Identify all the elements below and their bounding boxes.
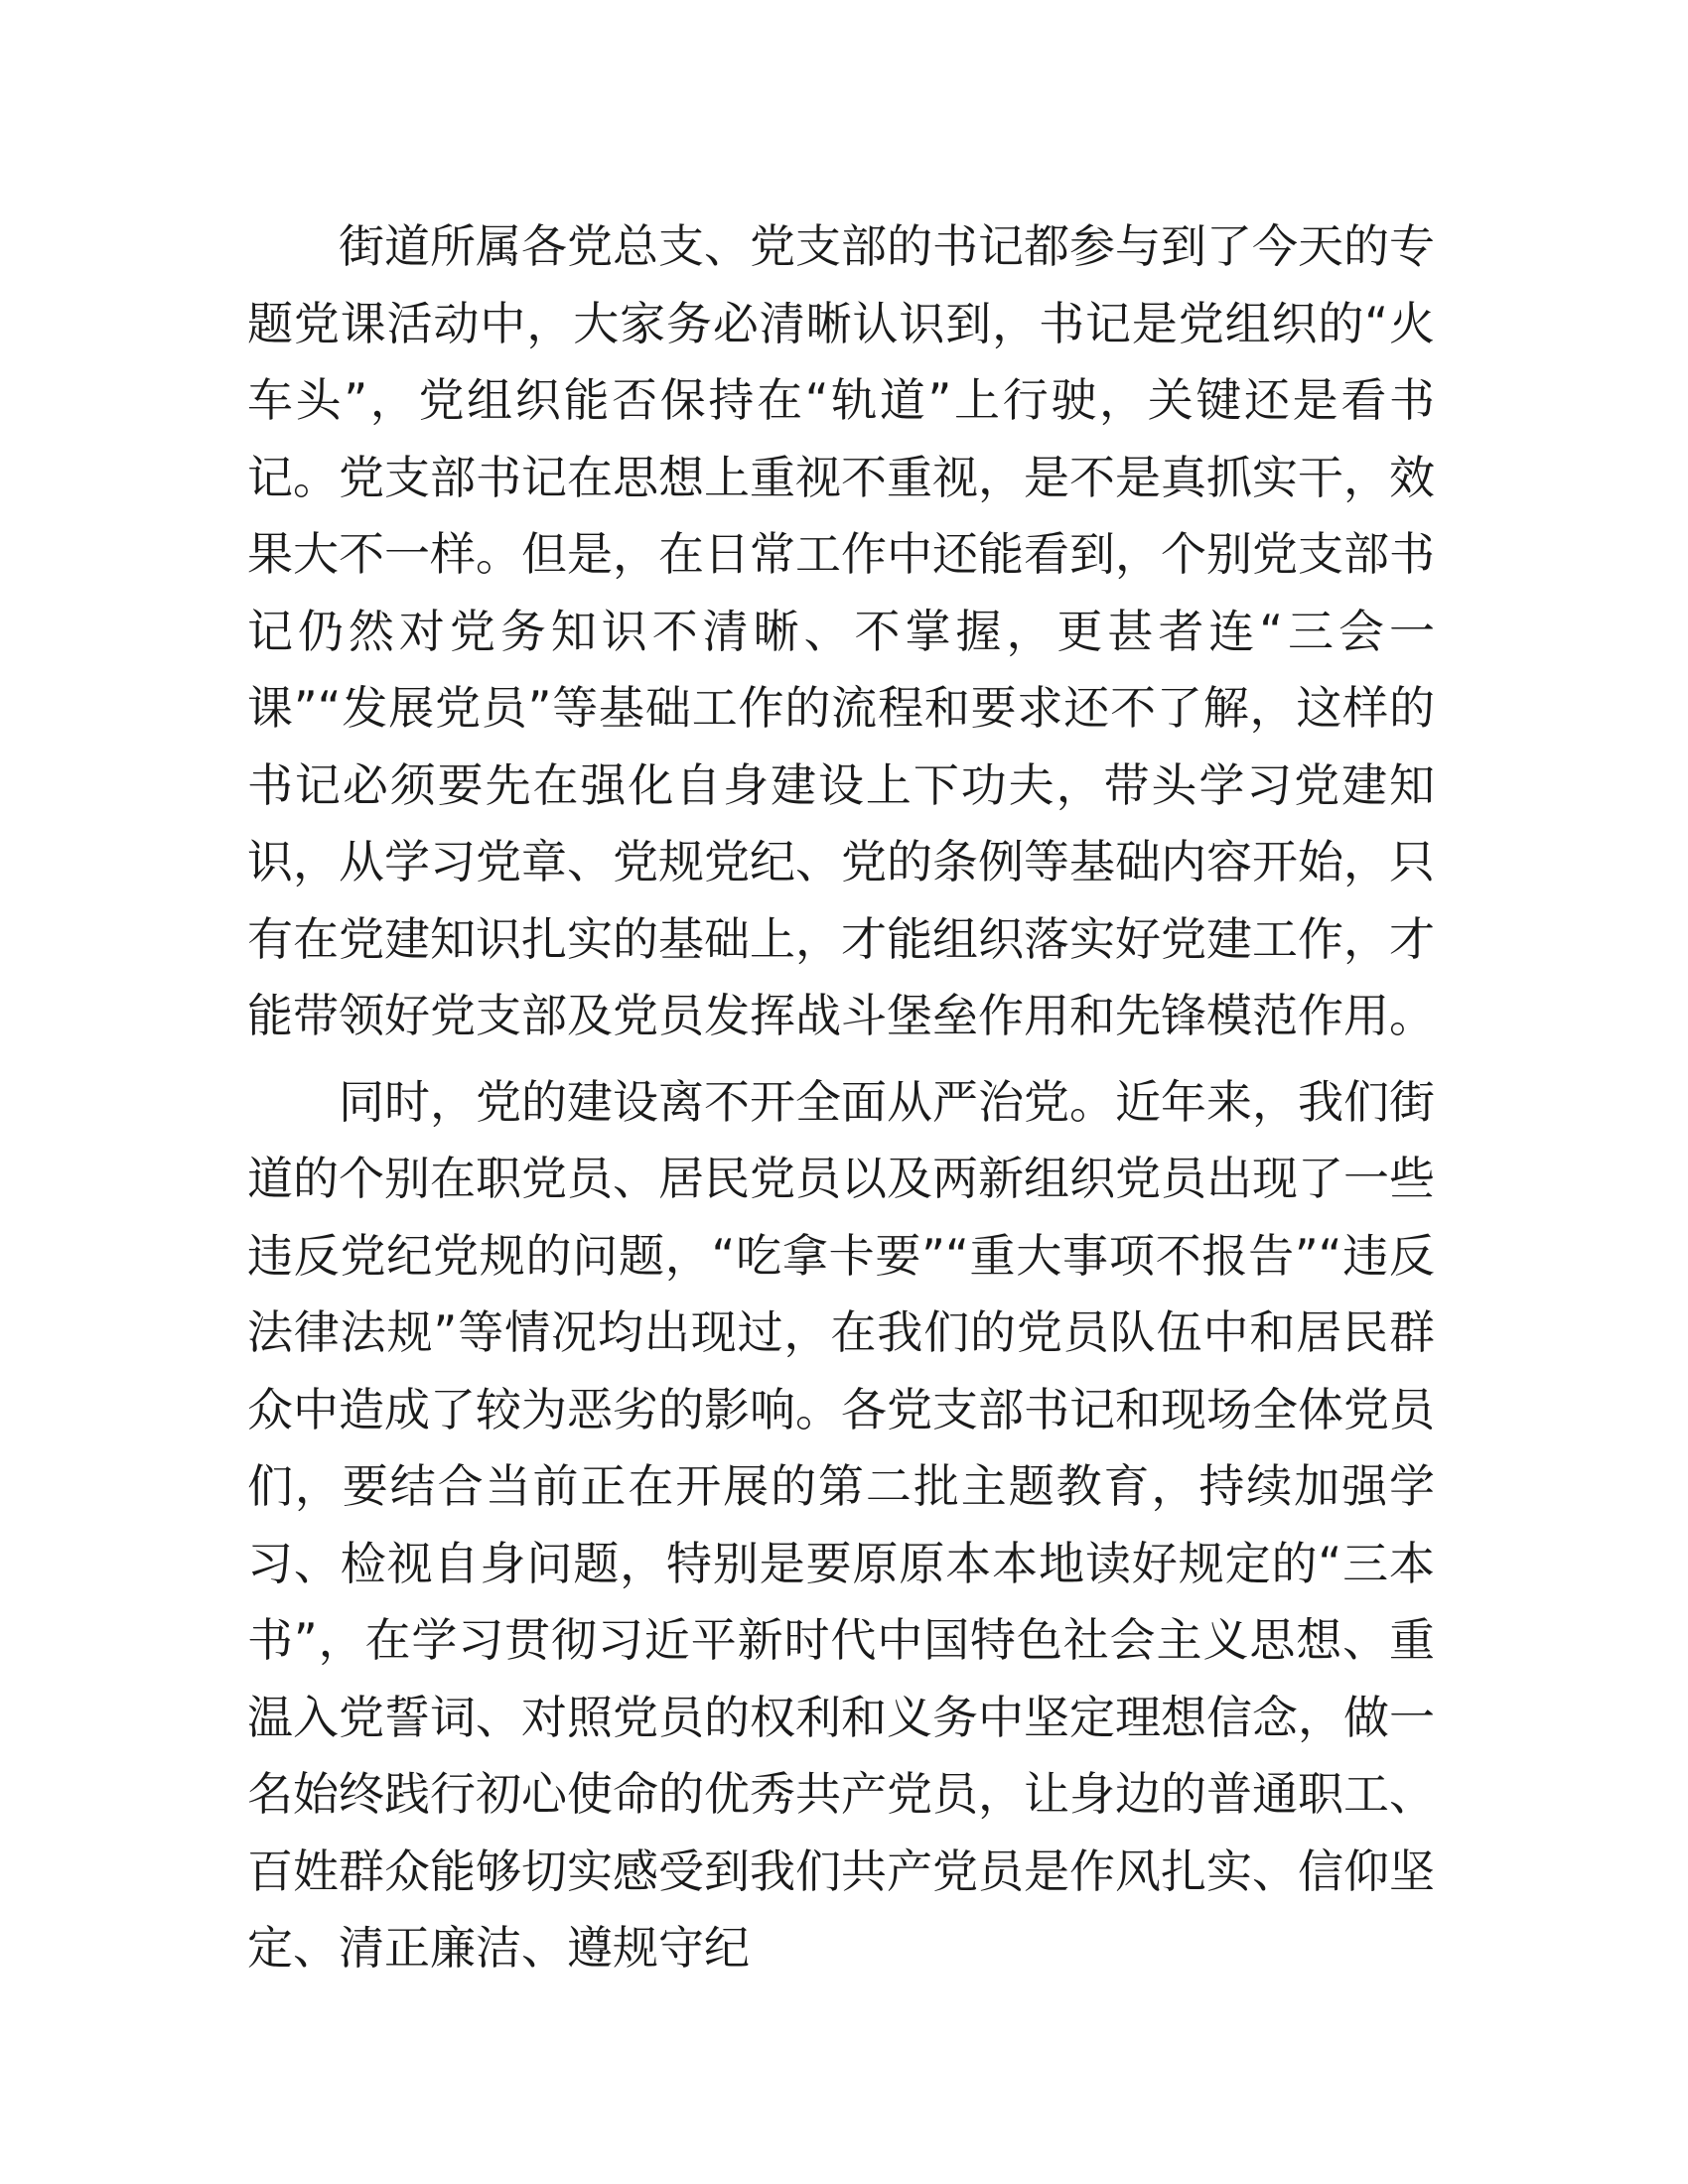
document-body <box>247 208 1435 1987</box>
paragraph-2: 同时，党的建设离不开全面从严治党。近年来，我们街道的个别在职党员、居民党员以及两新组织党员出现了一些违反党纪党规的问题，“吃拿卡要”“重大事项不报告”“违反法律法规”等情况均出现过，在我们的党员队伍中和居民群众中造成了较为恶劣的影响。各党支部书记和现场全体党员们，要结合当前正在开展的第二批主题教育，持续加强学习、检视自身问题，特别是要原原本本地读好规定的“三本书”，在学习贯彻习近平新时代中国特色社会主义思想、重温入党誓词、对照党员的权利和义务中坚定理想信念，做一名始终践行初心使命的优秀共产党员，让身边的普通职工、百姓群众能够切实感受到我们共产党员是作风扎实、信仰坚定、清正廉洁、遵规守纪 <box>247 1074 1435 1975</box>
paragraph-1: 街道所属各党总支、党支部的书记都参与到了今天的专题党课活动中，大家务必清晰认识到，书记是党组织的“火车头”，党组织能否保持在“轨道”上行驶，关键还是看书记。党支部书记在思想上重视不重视，是不是真抓实干，效果大不一样。但是，在日常工作中还能看到，个别党支部书记仍然对党务知识不清晰、不掌握，更甚者连“三会一课”“发展党员”等基础工作的流程和要求还不了解，这样的书记必须要先在强化自身建设上下功夫，带头学习党建知识，从学习党章、党规党纪、党的条例等基础内容开始，只有在党建知识扎实的基础上，才能组织落实好党建工作，才能带领好党支部及党员发挥战斗堡垒作用和先锋模范作用。 <box>247 219 1435 1042</box>
